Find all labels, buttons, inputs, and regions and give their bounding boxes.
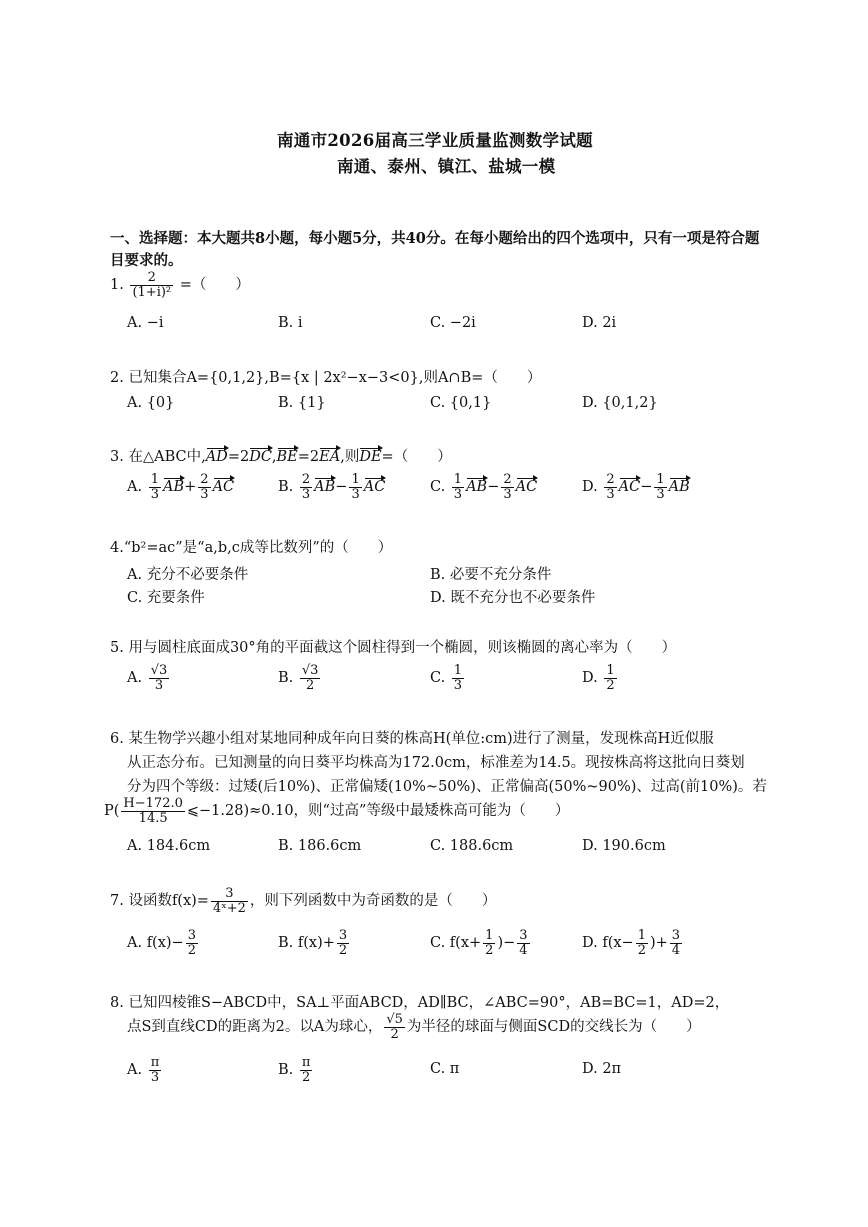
exam-title: 南通市2026届高三学业质量监测数学试题 xyxy=(277,131,593,150)
fraction: $\frac{2}{\text{(1+i)²}}$ xyxy=(132,270,172,300)
q3-option-b[interactable]: B. $\frac{2}{3}$ AB− $\frac{1}{3}$ AC xyxy=(278,472,386,502)
q5-option-c[interactable]: C. $\frac{1}{3}$ xyxy=(430,663,463,693)
q5-option-b[interactable]: B. $\frac{√3}{2}$ xyxy=(278,663,319,693)
question-5: 5. 用与圆柱底面成30°角的平面截这个圆柱得到一个椭圆，则该椭圆的离心率为（ ） xyxy=(110,640,677,656)
q1-option-c[interactable]: C. −2i xyxy=(430,315,476,331)
q5-option-a[interactable]: A. $\frac{√3}{3}$ xyxy=(127,663,168,693)
q7-option-d[interactable]: D. f(x− $\frac{1}{2}$ )+ $\frac{3}{4}$ xyxy=(582,928,681,958)
q8-option-c[interactable]: C. π xyxy=(430,1061,460,1077)
section-heading-line1: 一、选择题：本大题共8小题，每小题5分，共40分。在每小题给出的四个选项中，只有一项是符合题 xyxy=(110,230,760,247)
q4-option-a[interactable]: A. 充分不必要条件 xyxy=(127,567,249,583)
question-number: 1. xyxy=(110,277,124,294)
q1-option-d[interactable]: D. 2i xyxy=(582,315,617,331)
q4-option-c[interactable]: C. 充要条件 xyxy=(127,590,205,606)
q7-option-c[interactable]: C. f(x+ $\frac{1}{2}$ )− $\frac{3}{4}$ xyxy=(430,928,528,958)
q7-option-a[interactable]: A. f(x)− $\frac{3}{2}$ xyxy=(127,928,196,958)
q2-option-c[interactable]: C. {0,1} xyxy=(430,395,492,411)
question-2: 2. 已知集合A={0,1,2},B={x | 2x²−x−3<0},则A∩B=（ ） xyxy=(110,370,542,386)
question-6-line2: 从正态分布。已知测量的向日葵平均株高为172.0cm，标准差为14.5。现按株高将这批向日葵划 xyxy=(127,755,745,771)
q8-option-b[interactable]: B. $\frac{\pi}{2}$ xyxy=(278,1055,311,1085)
question-6-line1: 6. 某生物学兴趣小组对某地同种成年向日葵的株高H(单位:cm)进行了测量，发现株高H近似服 xyxy=(110,731,714,747)
section-heading-line2: 目要求的。 xyxy=(110,252,183,269)
q3-option-c[interactable]: C. $\frac{1}{3}$ AB− $\frac{2}{3}$ AC xyxy=(430,472,538,502)
q4-option-b[interactable]: B. 必要不充分条件 xyxy=(430,567,552,583)
question-8-line2: 点S到直线CD的距离为2。以A为球心， $\frac{√5}{2}$ 为半径的球面与侧面SCD的交线长为（ ） xyxy=(127,1012,701,1042)
q5-option-d[interactable]: D. $\frac{1}{2}$ xyxy=(582,663,615,693)
question-8-line1: 8. 已知四棱锥S−ABCD中，SA⊥平面ABCD，AD∥BC，∠ABC=90°，AB=BC=1，AD=2， xyxy=(110,995,730,1011)
q4-option-d[interactable]: D. 既不充分也不必要条件 xyxy=(430,590,596,606)
question-3: 3. 在△ABC中,AD=2DC,BE=2EA,则DE=（ ） xyxy=(110,449,452,465)
q6-option-b[interactable]: B. 186.6cm xyxy=(278,838,362,854)
q8-option-a[interactable]: A. $\frac{\pi}{3}$ xyxy=(127,1055,160,1085)
q1-option-a[interactable]: A. −i xyxy=(127,315,164,331)
question-1 xyxy=(110,271,250,299)
exam-subtitle: 南通、泰州、镇江、盐城一模 xyxy=(337,157,556,176)
q2-option-d[interactable]: D. {0,1,2} xyxy=(582,395,658,411)
q3-option-a[interactable]: A. $\frac{1}{3}$ AB+ $\frac{2}{3}$ AC xyxy=(127,472,235,502)
q6-option-a[interactable]: A. 184.6cm xyxy=(127,838,211,854)
question-6-line3: 分为四个等级：过矮(后10%)、正常偏矮(10%~50%)、正常偏高(50%~90%)、过高(前10%)。若 xyxy=(127,779,767,795)
q7-option-b[interactable]: B. f(x)+ $\frac{3}{2}$ xyxy=(278,928,348,958)
question-4: 4.“b²=ac”是“a,b,c成等比数列”的（ ） xyxy=(110,540,393,556)
question-6-line4: P( $\frac{H-172.0}{14.5}$ ⩽−1.28)≈0.10，则“过高”等级中最矮株高可能为（ ） xyxy=(104,796,570,826)
q8-option-d[interactable]: D. 2π xyxy=(582,1061,622,1077)
q1-option-b[interactable]: B. i xyxy=(278,315,303,331)
q3-option-d[interactable]: D. $\frac{2}{3}$ AC− $\frac{1}{3}$ AB xyxy=(582,472,690,502)
q6-option-c[interactable]: C. 188.6cm xyxy=(430,838,514,854)
q2-option-a[interactable]: A. {0} xyxy=(127,395,175,411)
q2-option-b[interactable]: B. {1} xyxy=(278,395,326,411)
question-7: 7. 设函数f(x)= $\frac{3}{\text{4ˣ+2}}$ ，则下列函数中为奇函数的是（ ） xyxy=(110,886,497,916)
question-tail: =（ ） xyxy=(179,277,250,294)
q6-option-d[interactable]: D. 190.6cm xyxy=(582,838,666,854)
